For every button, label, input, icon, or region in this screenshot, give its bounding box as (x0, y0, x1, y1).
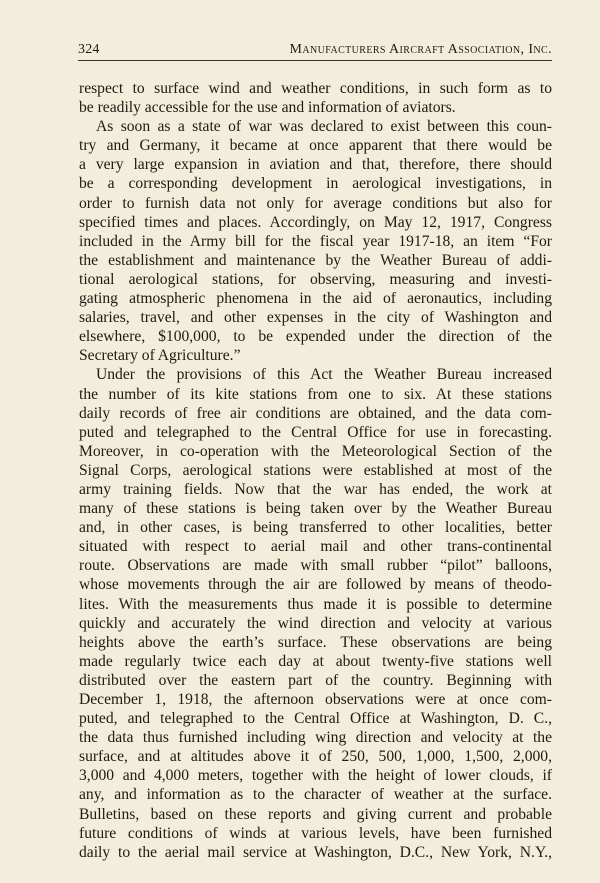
text-line: the number of its kite stations from one to six. At these stations (79, 385, 552, 403)
running-title: Manufacturers Aircraft Association, Inc. (289, 42, 552, 57)
text-line: army training fields. Now that the war has ended, the work at (79, 480, 552, 498)
text-line: puted, and telegraphed to the Central Office at Washington, D. C., (79, 710, 552, 728)
text-line: be a corresponding development in aerological investigations, in (79, 175, 552, 193)
text-line: be readily accessible for the use and information of aviators. (79, 99, 456, 117)
text-line: the data thus furnished including wing direction and velocity at the (79, 729, 552, 747)
text-line: surface, and at altitudes above it of 250, 500, 1,000, 1,500, 2,000, (79, 748, 552, 766)
paragraph (79, 79, 552, 117)
text-line: order to furnish data not only for average conditions but also for (79, 194, 552, 212)
text-line: any, and information as to the character of weather at the surface. (79, 786, 552, 804)
body-text (79, 79, 552, 862)
page-number: 324 (78, 42, 100, 57)
text-line: 3,000 and 4,000 meters, together with the height of lower clouds, if (79, 767, 552, 785)
paragraph (79, 365, 552, 861)
text-line: a very large expansion in aviation and that, therefore, there should (79, 156, 552, 174)
text-line: route. Observations are made with small rubber “pilot” balloons, (79, 557, 552, 575)
text-line: try and Germany, it became at once apparent that there would be (79, 137, 552, 155)
text-line: quickly and accurately the wind direction and velocity at various (79, 614, 552, 632)
text-line: whose movements through the air are followed by means of theodo- (79, 576, 552, 594)
text-line: Under the provisions of this Act the Weather Bureau increased (96, 366, 552, 384)
text-line: Bulletins, based on these reports and giving current and probable (79, 805, 552, 823)
text-line: respect to surface wind and weather conditions, in such form as to (79, 80, 552, 97)
text-line: daily records of free air conditions are obtained, and the data com- (79, 404, 552, 422)
text-line: daily to the aerial mail service at Washington, D.C., New York, N.Y., (79, 843, 552, 861)
text-line: Secretary of Agriculture.” (79, 347, 241, 365)
text-line: specified times and places. Accordingly, on May 12, 1917, Congress (79, 213, 552, 231)
text-line: made regularly twice each day at about twenty-five stations well (79, 652, 552, 670)
text-line: situated with respect to aerial mail and other trans-continental (79, 538, 552, 556)
text-line: future conditions of winds at various levels, have been furnished (79, 824, 552, 842)
text-line: distributed over the eastern part of the country. Beginning with (79, 671, 552, 689)
text-line: heights above the earth’s surface. These observations are being (79, 633, 552, 651)
text-line: December 1, 1918, the afternoon observations were at once com- (79, 691, 552, 708)
text-line: Moreover, in co-operation with the Meteorological Section of the (79, 442, 552, 460)
paragraph (79, 117, 552, 365)
text-line: and, in other cases, is being transferred to other localities, better (79, 519, 552, 537)
text-line: many of these stations is being taken over by the Weather Bureau (79, 500, 552, 518)
text-line: gating atmospheric phenomena in the aid of aeronautics, including (79, 290, 552, 308)
text-line: Signal Corps, aerological stations were established at most of the (79, 461, 552, 479)
text-line: elsewhere, $100,000, to be expended under the direction of the (79, 328, 552, 346)
text-line: puted and telegraphed to the Central Office for use in forecasting. (79, 423, 552, 441)
text-line: tional aerological stations, for observing, measuring and investi- (79, 270, 552, 288)
text-line: As soon as a state of war was declared to exist between this coun- (96, 118, 552, 136)
text-line: the establishment and maintenance by the Weather Bureau of addi- (79, 251, 552, 269)
page-header (78, 38, 552, 61)
text-line: included in the Army bill for the fiscal year 1917-18, an item “For (79, 232, 552, 250)
text-line: salaries, travel, and other expenses in the city of Washington and (79, 309, 552, 327)
text-line: lites. With the measurements thus made it is possible to determine (79, 595, 552, 613)
